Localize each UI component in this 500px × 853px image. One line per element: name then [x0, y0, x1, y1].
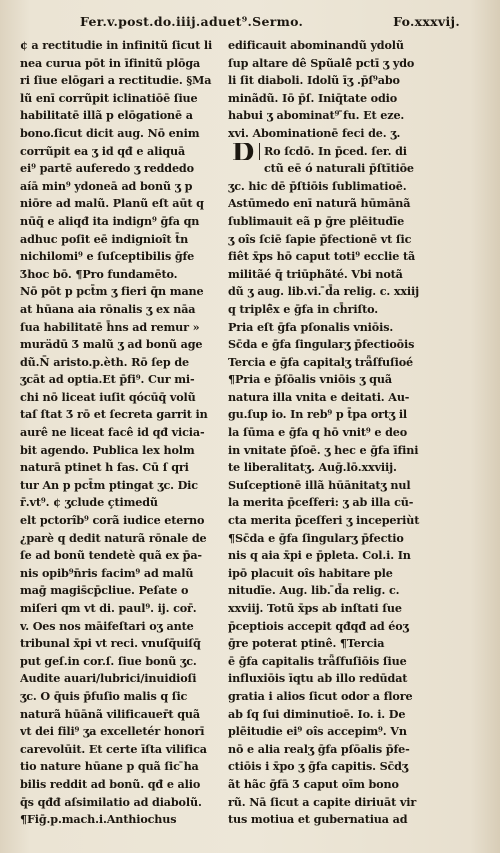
text-line: minãdũ. Iō p̄ſ. Iniq̄tate odio — [228, 90, 398, 105]
text-line: habilitatē illã p elōgationē a — [20, 108, 193, 123]
text-line: militãé q̄ triūphãté. Vbi notã — [228, 266, 403, 281]
text-line: ḡre poterat ptinê. ¶Tercia — [228, 636, 385, 651]
text-line: Astūmedo enī naturã hūmānã — [228, 196, 411, 211]
text-line: at hūana aia rōnalis ʒ ex nāa — [20, 301, 196, 316]
text-line: ſua habilitatē h̄ns ad remur » — [20, 319, 200, 334]
text-line: ri ſiue elōgari a rectitudie. §Ma — [20, 73, 212, 88]
text-line: Tercia e ḡfa capitalʒ trǟſfuſioé — [228, 354, 414, 369]
text-line: tus motiua et gubernatiua ad — [228, 812, 408, 827]
text-line: xxviij. Totũ x̄ps ab inſtati ſue — [228, 601, 402, 615]
text-line: ſublimauit eã p ḡre plēitudīe — [228, 213, 405, 228]
text-line: Nō pōt p pct̄m ʒ fieri q̄n mane — [20, 284, 204, 299]
text-line: nūq̄ e aliqđ ita indign⁹ ḡfa qn — [20, 213, 200, 228]
text-line: ¿parè q dedit naturã rōnale de — [20, 530, 207, 545]
text-line: elt pctorîb⁹ corã iudice eterno — [20, 513, 205, 528]
folio-number: Fo.xxxvij. — [393, 14, 460, 29]
text-line: dũ ʒ aug. lib.vi. ̄d̄a relig. c. xxiij — [228, 284, 420, 299]
text-line: ʒc. O q̄uis p̄fuſio malis q ſic — [20, 688, 188, 703]
running-title: Fer.v.post.do.iiij.aduet⁹.Sermo. — [80, 14, 304, 29]
text-line: ʒc. hic dē p̄ſtiōis ſublimatioē. — [228, 178, 407, 193]
text-line: v. Oes nos māifeſtari oʒ ante — [20, 618, 194, 633]
text-line: maḡ magis̄cp̄cliue. Peſate o — [20, 583, 189, 598]
right-text-column — [228, 37, 448, 829]
text-line: rũ. Nā ſicut a capite diriuāt vir — [228, 794, 417, 809]
text-line: nea curua pōt in īfinitũ plōga — [20, 55, 201, 70]
text-line: ē ḡfa capitalis trǟſfuſiōis ſiue — [228, 653, 407, 668]
text-line: ¶Sc̄da e ḡfa ſingularʒ p̄fectio — [228, 530, 404, 545]
text-line: edificauit abominandũ ydolũ — [228, 38, 404, 52]
text-line: nitudīe. Aug. lib. ̄d̄a relig. c. — [228, 583, 400, 598]
text-line: nichilomi⁹ e ſuſceptibilis ḡfe — [20, 249, 195, 264]
text-line: nis q aia x̄pi e p̄pleta. Col.i. In — [228, 548, 411, 563]
text-line: lũ enī corrũpit iclinatiōē ſiue — [20, 90, 198, 105]
text-line: te liberalitatʒ. Auḡ.lō.xxviij. — [228, 460, 397, 475]
text-line: ſup altare dê Spũalê̄ pctī ʒ ydo — [228, 55, 415, 70]
text-line: nis opib⁹n̄ris facim⁹ ad malũ — [20, 565, 194, 580]
text-line: ei⁹ partē auferedo ʒ reddedo — [20, 161, 194, 176]
text-line: adhuc poſit eē indignioît t̄n — [20, 231, 189, 246]
text-line: Audite auari/lubrici/inuidioſi — [20, 671, 197, 686]
text-line: vt dei fili⁹ ʒa excelletér honorī — [20, 724, 205, 739]
text-line: Suſceptionē illã hūānitatʒ nul — [228, 477, 411, 492]
text-line: q̄s qđđ aſsimilatio ad diabolũ. — [20, 794, 202, 809]
text-line: r̄̄.vt⁹. ¢ ʒclude çtimedũ — [20, 495, 158, 510]
text-line: in vnitate p̄ſoē. ʒ hec e ḡfa īfini — [228, 442, 419, 457]
text-line: la merita p̄ceſferi: ʒ ab illa cū- — [228, 495, 414, 510]
text-line: li ſit diaboli. Idolũ īʒ .p̄ſ⁹abo — [228, 73, 400, 88]
text-line: taſ ſtat Ʒ rō et ſecreta garrit in — [20, 407, 208, 422]
text-line: ab ſq ſui diminutioē. Io. i. De — [228, 706, 406, 721]
text-line: bilis reddit ad bonũ. qđ e alio — [20, 776, 201, 791]
text-line: gratia i alios ſicut odor a flore — [228, 688, 413, 703]
text-line: influxiōis īqtu ab illo redūdat — [228, 671, 408, 686]
text-line: q triplê̄x e ḡfa in ch̄riſto. — [228, 301, 379, 316]
text-line: Ro ſcdō. In p̄ced. ſer. di D — [228, 143, 448, 161]
text-line: ctiōis i x̄po ʒ ḡfa capitis. Sc̄dʒ — [228, 759, 409, 774]
text-line: cta merita p̄ceſferi ʒ inceperiùt — [228, 513, 420, 528]
text-line: carevolūit. Et certe īſta vilifica — [20, 741, 207, 756]
text-line: bit agendo. Publica lex holm — [20, 442, 195, 457]
text-line: Pria eſt ḡfa pſonalis vniōis. — [228, 319, 394, 334]
text-line: fiêt x̄ps hō caput toti⁹ ecclie tã — [228, 249, 416, 264]
text-line: gu.ſup io. In reb⁹ p t̄pa ortʒ il — [228, 407, 408, 422]
text-line: ¢ a rectitudie in infinitũ ſicut li — [20, 38, 213, 52]
drop-cap-initial: D — [228, 143, 260, 161]
text-line: tur An p pct̄m ptingat ʒc. Dic — [20, 477, 198, 492]
running-header — [60, 14, 460, 30]
left-text-column — [20, 37, 233, 829]
text-line: dũ.N̄̄ aristo.p.èth. Rō ſep de — [20, 354, 189, 369]
text-line: niōre ad malũ. Planũ eſt aūt q — [20, 196, 204, 211]
text-line: Ʒhoc bō. ¶Pro fundamēto. — [20, 266, 178, 281]
text-line: ãt hãc ḡfā Ʒ caput oīm bono — [228, 776, 399, 791]
text-line: aíā min⁹ ydoneā ad bonũ ʒ p — [20, 178, 193, 193]
text-line: ctũ eē ó naturali p̄ſtītiōe — [264, 161, 414, 176]
text-line: ʒ oîs ſciē ſapie p̄fectionē vt ſic — [228, 231, 412, 246]
text-line: ¶Fiḡ.p.mach.i.Anthiochus — [20, 812, 177, 827]
text-line: ipō placuit oîs habitare ple — [228, 565, 393, 580]
text-line: ʒcāt ad optia.Et p̄fi⁹. Cur mi- — [20, 372, 195, 387]
text-line: plēitudie ei⁹ oîs accepim⁹. Vn — [228, 724, 407, 739]
text-line: p̄ceptiois accepit qđqđ ad éoʒ — [228, 618, 409, 633]
text-line: natura illa vnita e deitati. Au- — [228, 389, 410, 404]
text-line: la ſūma e ḡfa q hō vnit⁹ e deo — [228, 425, 408, 440]
text-line: corrũpit ea ʒ id qđ e aliquā — [20, 143, 186, 158]
text-line: ſe ad bonũ tendetè quã ex p̄a- — [20, 548, 202, 563]
text-line: murädū Ʒ malũ ʒ ad bonũ age — [20, 337, 203, 352]
text-line: put geſ.in cor.ſ. ſiue bonũ ʒc. — [20, 653, 197, 668]
text-line: ¶Pria e p̄ſōalis vniōis ʒ quã — [228, 372, 392, 387]
text-line: Sc̄da e ḡfa ſingularʒ p̄fectioōis — [228, 337, 415, 352]
text-line: nō e alia realʒ ḡfa pſōalis p̄fe- — [228, 741, 410, 756]
text-line: miſeri qm vt di. paul⁹. ij. cor̄. — [20, 601, 197, 615]
text-line: bono.ſicut dicit aug. Nō enim — [20, 125, 200, 140]
text-line: tribunal x̄pi vt reci. vnuſq̄uiſq̄ — [20, 636, 201, 651]
text-line: xvi. Abominationē feci de. ʒ. — [228, 125, 401, 140]
text-line: habui ʒ abominat⁹ ̄fu. Et eze. — [228, 108, 405, 123]
text-line: tio nature hūane p quã ſic ̄ha — [20, 759, 199, 774]
text-line: naturã hūānã vilificauer̄t quã — [20, 706, 200, 721]
text-line: naturā ptinet h fas. Cū ſ qri — [20, 460, 189, 475]
text-line: chi nō liceat iuſit qócūq̄ volũ — [20, 389, 196, 404]
text-line: aurê ne liceat facê id qđ vicia- — [20, 425, 205, 440]
